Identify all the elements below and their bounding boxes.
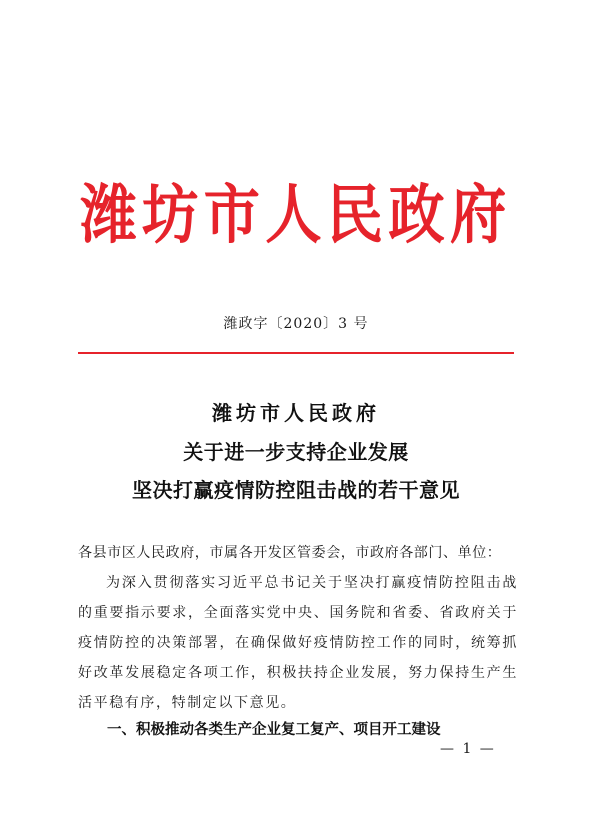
- title-line-1: 潍坊市人民政府: [212, 401, 380, 425]
- title-line-3: 坚决打赢疫情防控阻击战的若干意见: [132, 478, 460, 502]
- page-number: — 1 —: [440, 741, 496, 757]
- title-line-2: 关于进一步支持企业发展: [183, 440, 409, 464]
- red-separator-line: [78, 352, 514, 354]
- masthead-title: 潍坊市人民政府: [80, 178, 512, 253]
- document-number: 潍政字〔2020〕3 号: [223, 316, 369, 332]
- section-heading-1: 一、积极推动各类生产企业复工复产、项目开工建设: [107, 722, 441, 738]
- intro-paragraph: 为深入贯彻落实习近平总书记关于坚决打赢疫情防控阻击战的重要指示要求，全面落实党中央、国务院和省委、省政府关于疫情防控的决策部署，在确保做好疫情防控工作的同时，统筹抓好改革发展稳定各项工作，积极扶持企业发展，努力保持生产生活平稳有序，特制定以下意见。: [78, 575, 518, 711]
- salutation: 各县市区人民政府，市属各开发区管委会，市政府各部门、单位：: [78, 545, 502, 561]
